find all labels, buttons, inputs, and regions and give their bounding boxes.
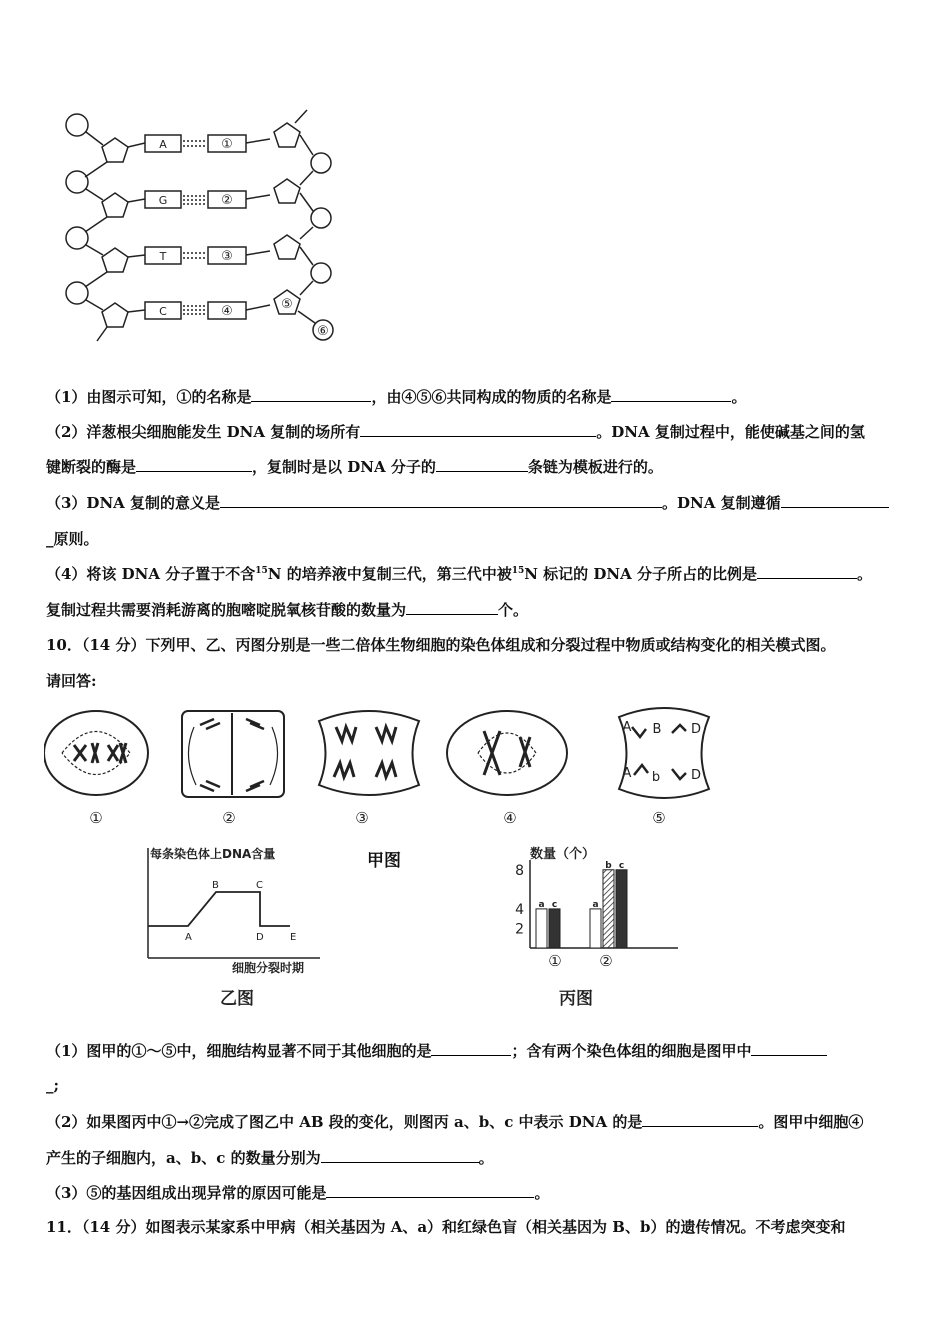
jia-title: 甲图 bbox=[367, 851, 401, 871]
dna-base-number: ③ bbox=[221, 249, 233, 264]
dna-base-number: ② bbox=[221, 193, 233, 208]
gene-label: A bbox=[622, 720, 632, 735]
q9-part1: （1）由图示可知，①的名称是 ，由④⑤⑥共同构成的物质的名称是 。 bbox=[46, 388, 747, 406]
yi-point: D bbox=[256, 932, 264, 943]
cell-label: ③ bbox=[355, 809, 369, 827]
q9-part2-cont: 键断裂的酶是 ，复制时是以 DNA 分子的 条链为模板进行的。 bbox=[46, 458, 663, 476]
yi-point: C bbox=[256, 880, 263, 891]
bing-y-tick: 8 bbox=[515, 862, 524, 879]
figure-jia-cells bbox=[44, 705, 714, 835]
bing-bar-label: a bbox=[538, 899, 545, 910]
figure-bing-chart bbox=[500, 840, 690, 1010]
bing-bar-label: b bbox=[605, 860, 612, 871]
cell-label: ⑤ bbox=[652, 809, 666, 827]
gene-label: D bbox=[690, 722, 702, 737]
dna-base-label: T bbox=[159, 250, 167, 263]
yi-point: B bbox=[212, 880, 219, 891]
yi-point: A bbox=[185, 932, 192, 943]
dna-structure-figure bbox=[55, 105, 355, 355]
dna-base-number: ① bbox=[221, 137, 233, 152]
yi-point: E bbox=[290, 932, 297, 943]
yi-ylabel: 每条染色体上DNA含量 bbox=[150, 847, 276, 861]
q10-intro: 10．（14 分）下列甲、乙、丙图分别是一些二倍体生物细胞的染色体组成和分裂过程中物质或结构变化的相关模式图。 bbox=[46, 636, 836, 654]
cell-label: ① bbox=[89, 809, 103, 827]
q10-intro-cont: 请回答: bbox=[46, 672, 97, 690]
q10-part1: （1）图甲的①～⑤中，细胞结构显著不同于其他细胞的是 ；含有两个染色体组的细胞是图甲中 bbox=[46, 1040, 827, 1061]
q11-intro: 11．（14 分）如图表示某家系中甲病（相关基因为 A、a）和红绿色盲（相关基因为 B、b）的遗传情况。不考虑突变和 bbox=[46, 1218, 846, 1236]
bing-bar-label: a bbox=[592, 899, 599, 910]
bing-bar-label: c bbox=[551, 899, 558, 910]
bing-category-label: ① bbox=[548, 952, 562, 970]
cell-label: ② bbox=[222, 809, 236, 827]
bing-y-tick: 4 bbox=[515, 901, 524, 918]
bing-bar-c bbox=[549, 909, 560, 948]
gene-label: A bbox=[622, 766, 632, 781]
q10-part2: （2）如果图丙中①→②完成了图乙中 AB 段的变化，则图丙 a、b、c 中表示 DNA 的是 。图甲中细胞④ bbox=[46, 1113, 864, 1131]
q10-part1-cont: _; bbox=[46, 1076, 60, 1094]
bing-ylabel: 数量（个） bbox=[530, 847, 596, 862]
label-5: ⑤ bbox=[281, 297, 293, 312]
q9-part3-cont: _原则。 bbox=[46, 530, 99, 548]
gene-label: b bbox=[651, 770, 661, 785]
bing-bar-a bbox=[590, 909, 601, 948]
q10-part2-cont: 产生的子细胞内，a、b、c 的数量分别为 。 bbox=[46, 1149, 494, 1167]
cell-label: ④ bbox=[503, 809, 517, 827]
yi-title: 乙图 bbox=[220, 989, 254, 1009]
q9-part4: （4）将该 DNA 分子置于不含$^{15}$N 的培养液中复制三代，第三代中被$^{15}$N 标记的 DNA 分子所占的比例是 。 bbox=[46, 565, 873, 583]
bing-bar-label: c bbox=[618, 860, 625, 871]
label-6: ⑥ bbox=[317, 324, 329, 339]
dna-base-label: A bbox=[159, 138, 167, 151]
dna-base-label: G bbox=[158, 194, 168, 207]
bing-title: 丙图 bbox=[559, 989, 593, 1009]
gene-label: B bbox=[652, 722, 662, 737]
bing-bar-a bbox=[536, 909, 547, 948]
bing-y-tick: 2 bbox=[515, 921, 524, 938]
dna-base-label: C bbox=[159, 305, 167, 318]
q9-part2: （2）洋葱根尖细胞能发生 DNA 复制的场所有 。DNA 复制过程中，能使碱基之间的氢 bbox=[46, 423, 865, 441]
yi-xlabel: 细胞分裂时期 bbox=[232, 961, 305, 975]
dna-base-number: ④ bbox=[221, 304, 233, 319]
q9-part4-cont: 复制过程共需要消耗游离的胞嘧啶脱氧核苷酸的数量为 个。 bbox=[46, 601, 529, 619]
gene-label: D bbox=[690, 768, 702, 783]
bing-bar-b bbox=[603, 870, 614, 948]
bing-category-label: ② bbox=[599, 952, 613, 970]
q10-part3: （3）⑤的基因组成出现异常的原因可能是 。 bbox=[46, 1184, 550, 1202]
q9-part3: （3）DNA 复制的意义是 。DNA 复制遵循 bbox=[46, 492, 889, 513]
bing-bar-c bbox=[616, 870, 627, 948]
